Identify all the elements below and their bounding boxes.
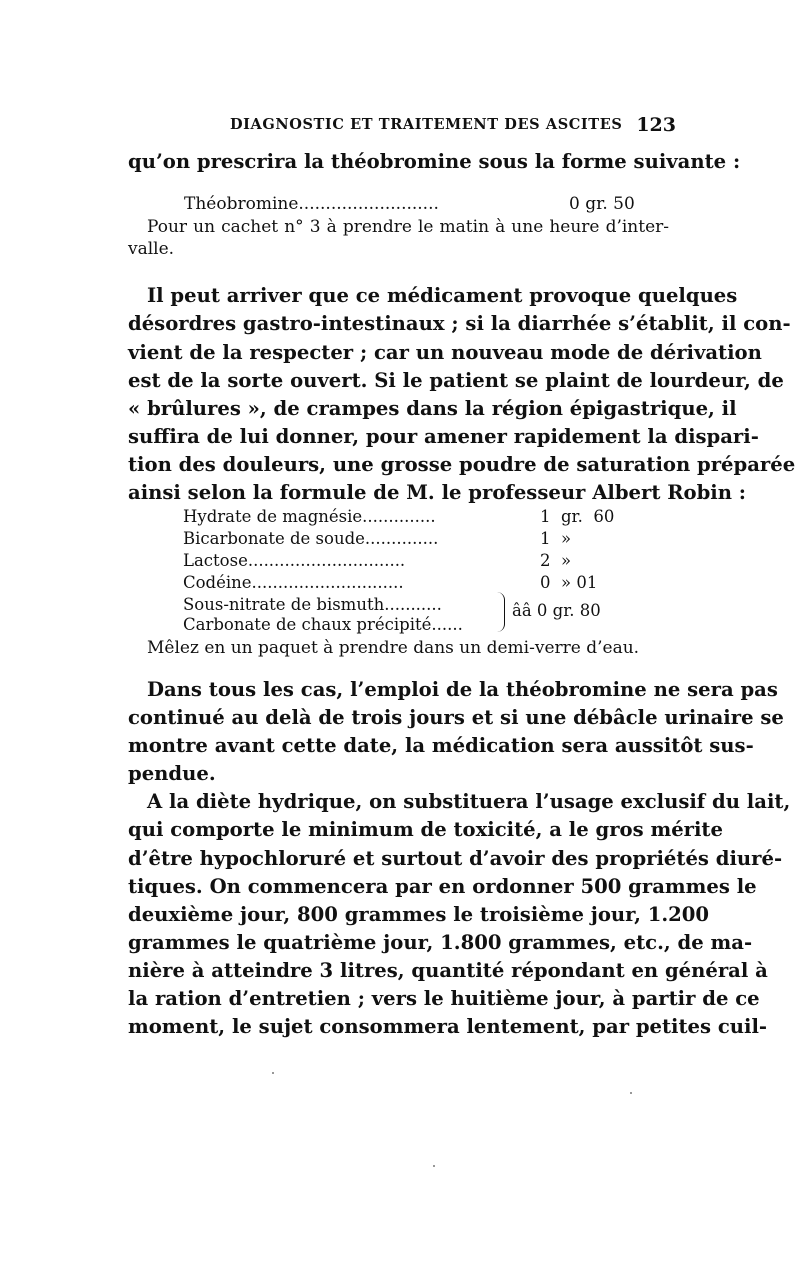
rx-theobromine-name: Théobromine.......................... [184, 194, 439, 214]
paragraph-1-line: Il peut arriver que ce médicament provoque quelques [147, 284, 738, 307]
paragraph-2-line: montre avant cette date, la médication sera aussitôt sus- [128, 734, 754, 757]
formula-item-name: Sous-nitrate de bismuth........... [183, 595, 442, 614]
running-title: DIAGNOSTIC ET TRAITEMENT DES ASCITES [230, 116, 623, 133]
formula-item-name: Bicarbonate de soude.............. [183, 529, 439, 548]
scan-speck [272, 1072, 274, 1074]
running-header [118, 114, 678, 140]
formula-item-name: Hydrate de magnésie.............. [183, 507, 436, 526]
paragraph-3-line: moment, le sujet consommera lentement, par petites cuil- [128, 1015, 768, 1038]
paragraph-1-line: est de la sorte ouvert. Si le patient se plaint de lourdeur, de [128, 369, 784, 392]
paragraph-2-line: continué au delà de trois jours et si une débâcle urinaire se [128, 706, 784, 729]
rx-theobromine-qty: 0 gr. 50 [569, 194, 635, 214]
rx-theobromine-instruction-1: Pour un cachet n° 3 à prendre le matin à une heure d’inter- [147, 217, 669, 237]
paragraph-3-line: grammes le quatrième jour, 1.800 grammes, etc., de ma- [128, 931, 753, 954]
paragraph-1-line: ainsi selon la formule de M. le professeur Albert Robin : [128, 481, 747, 504]
formula-item-qty: 1 gr. 60 [540, 507, 615, 526]
paragraph-1-line: suffira de lui donner, pour amener rapidement la dispari- [128, 425, 759, 448]
formula-item-qty: 1 » [540, 529, 572, 548]
paragraph-2-line: Dans tous les cas, l’emploi de la théobromine ne sera pas [147, 678, 778, 701]
formula-braced-qty: ââ 0 gr. 80 [512, 601, 601, 620]
formula-instruction: Mêlez en un paquet à prendre dans un demi-verre d’eau. [147, 638, 640, 658]
paragraph-3-line: la ration d’entretien ; vers le huitième jour, à partir de ce [128, 987, 760, 1010]
formula-item-qty: 2 » [540, 551, 572, 570]
scan-speck [433, 1165, 435, 1167]
paragraph-2-line: pendue. [128, 762, 216, 785]
scan-speck [630, 1092, 632, 1094]
page-number: 123 [636, 114, 676, 136]
paragraph-3-line: nière à atteindre 3 litres, quantité répondant en général à [128, 959, 768, 982]
paragraph-3-line: A la diète hydrique, on substituera l’usage exclusif du lait, [147, 790, 791, 813]
formula-item-name: Codéine............................. [183, 573, 404, 592]
rx-theobromine-instruction-2: valle. [128, 239, 175, 259]
paragraph-1-line: tion des douleurs, une grosse poudre de saturation préparée [128, 453, 796, 476]
formula-item-qty: 0 » 01 [540, 573, 598, 592]
paragraph-3-line: deuxième jour, 800 grammes le troisième jour, 1.200 [128, 903, 710, 926]
paragraph-3-line: qui comporte le minimum de toxicité, a le gros mérite [128, 818, 723, 841]
paragraph-3-line: d’être hypochloruré et surtout d’avoir des propriétés diuré- [128, 847, 783, 870]
formula-item-name: Lactose.............................. [183, 551, 406, 570]
paragraph-1-line: vient de la respecter ; car un nouveau mode de dérivation [128, 341, 762, 364]
formula-item-name: Carbonate de chaux précipité...... [183, 615, 463, 634]
intro-line: qu’on prescrira la théobromine sous la forme suivante : [128, 150, 741, 173]
paragraph-3-line: tiques. On commencera par en ordonner 500 grammes le [128, 875, 757, 898]
brace-symbol [494, 592, 505, 632]
paragraph-1-line: désordres gastro-intestinaux ; si la diarrhée s’établit, il con- [128, 312, 791, 335]
paragraph-1-line: « brûlures », de crampes dans la région épigastrique, il [128, 397, 737, 420]
